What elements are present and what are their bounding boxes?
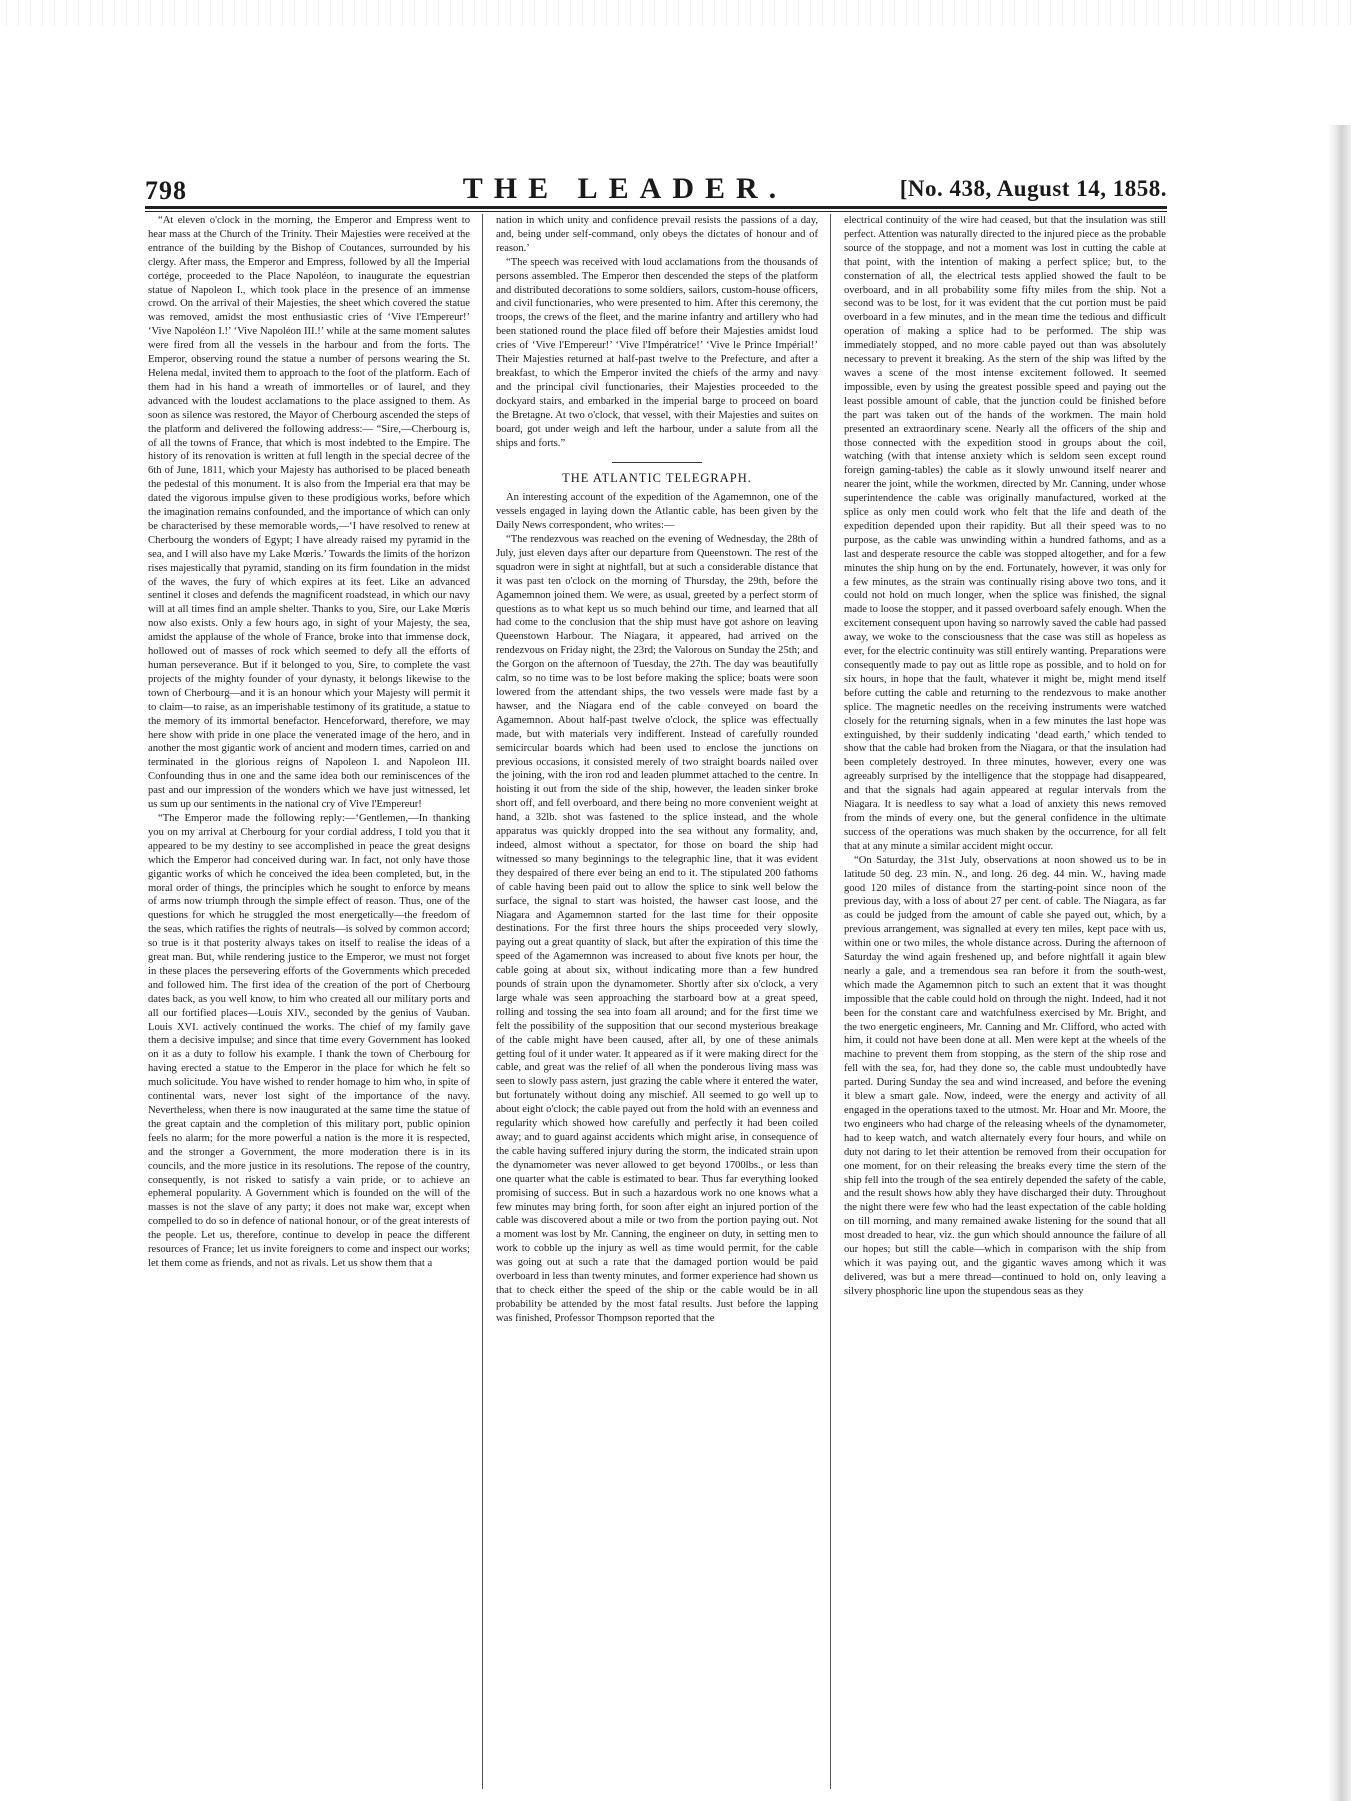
- section-heading: THE ATLANTIC TELEGRAPH.: [562, 471, 752, 486]
- paragraph: “The rendezvous was reached on the evening of Wednesday, the 28th of July, just eleven days after our departure from Queenstown. The rest of the squadron were in sight at nightfall, but at such a considerable distance that it was past ten o'clock on the morning of Thursday, the 29th, before the Agamemnon joined them. We were, as usual, greeted by a perfect storm of questions as to what kept us so much behind our time, and learned that all had come to the conclusion that the ship must have got ashore on leaving Queenstown Harbour. The Niagara, it appeared, had arrived on the rendezvous on Friday night, the 23rd; the Valorous on Sunday the 25th; and the Gorgon on the afternoon of Tuesday, the 27th. The day was beautifully calm, so no time was to be lost before making the splice; boats were soon lowered from the attendant ships, the two vessels were made fast by a hawser, and the Niagara end of the cable conveyed on board the Agamemnon. About half-past twelve o'clock, the splice was effectually made, but with materials very indifferent. Instead of carefully rounded semicircular boards which had been used to enclose the junctions on previous occasions, it consisted merely of two straight boards nailed over the joining, with the iron rod and leaden plummet attached to the centre. In hoisting it out from the side of the ship, however, the leaden sinker broke short off, and fell overboard, and there being no more convenient weight at hand, a 32lb. shot was fastened to the splice instead, and the whole apparatus was quickly dropped into the sea without any formality, and, indeed, almost without a spectator, for those on board the ship had witnessed so many beginnings to the telegraphic line, that it was evident they despaired of there ever being an end to it. The stipulated 200 fathoms of cable having been paid out to allow the splice to sink well below the surface, the signal to start was hoisted, the hawser cast loose, and the Niagara and Agamemnon started for the last time for their opposite destinations. For the first three hours the ships proceeded very slowly, paying out a great quantity of slack, but after the expiration of this time the speed of the Agamemnon was increased to about five knots per hour, the cable going at about six, without indicating more than a few hundred pounds of strain upon the dynamometer. Shortly after six o'clock, a very large whale was seen approaching the starboard bow at a great speed, rolling and tossing the sea into foam all around; and for the first time we felt the possibility of the supposition that our second mysterious breakage of the cable might have been caused, after all, by one of these animals getting foul of it under water. It appeared as if it were making direct for the cable, and great was the relief of all when the ponderous living mass was seen to slowly pass astern, just grazing the cable where it entered the water, but fortunately without doing any mischief. All seemed to go well up to about eight o'clock; the cable payed out from the hold with an evenness and regularity which showed how carefully and perfectly it had been coiled away; and to guard against accidents which might arise, in consequence of the cable having suffered injury during the storm, the indicated strain upon the dynamometer was never allowed to get beyond 1700lbs., or less than one quarter what the cable is estimated to bear. Thus far everything looked promising of success. But in such a hazardous work no one knows what a few minutes may bring forth, for soon after eight an injured portion of the cable was discovered about a mile or two from the portion paying out. Not a moment was lost by Mr. Canning, the engineer on duty, in setting men to work to cobble up the injury as well as time would permit, for the cable was going out at such a rate that the damaged portion would be paid overboard in less than twenty minutes, and former experience had shown us that to check either the speed of the ship or the cable would be in all probability be attended by the most fatal results. Just before the lapping was finished, Professor Thompson reported that the: [496, 534, 818, 1324]
- column-middle: [496, 214, 818, 1789]
- section-divider: [612, 462, 702, 463]
- issue-line: [No. 438, August 14, 1858.: [899, 176, 1167, 201]
- header-rule-thick: [145, 206, 1167, 209]
- column-divider: [830, 214, 831, 1789]
- column-right: [844, 214, 1166, 1789]
- scan-edge-top: [0, 0, 1351, 26]
- header-rule-thin: [145, 211, 1167, 212]
- column-left: [148, 214, 470, 1789]
- paragraph: “On Saturday, the 31st July, observations at noon showed us to be in latitude 50 deg. 23 min. N., and long. 26 deg. 44 min. W., having made good 120 miles of distance from the starting-point since noon of the previous day, with a loss of about 27 per cent. of cable. The Niagara, as far as could be judged from the amount of cable she payed out, which, by a previous arrangement, was signalled at every ten miles, kept pace with us, within one or two miles, the whole distance across. During the afternoon of Saturday the wind again freshened up, and before nightfall it again blew nearly a gale, and a tremendous sea ran before it from the south-west, which made the Agamemnon pitch to such an extent that it was thought impossible that the cable could hold on through the night. Indeed, had it not been for the constant care and watchfulness exercised by Mr. Bright, and the two energetic engineers, Mr. Canning and Mr. Clifford, who acted with him, it could not have been done at all. Men were kept at the wheels of the machine to prevent them from stopping, as the stern of the ship rose and fell with the sea, for, had they done so, the cable must undoubtedly have parted. During Sunday the sea and wind increased, and before the evening it blew a smart gale. Now, indeed, were the energy and activity of all engaged in the operations taxed to the utmost. Mr. Hoar and Mr. Moore, the two engineers who had charge of the releasing wheels of the dynamometer, had to keep watch, and watch alternately every four hours, and while on duty not daring to let their attention be removed from their occupation for one moment, for on their releasing the breaks every time the stern of the ship fell into the trough of the sea entirely depended the safety of the cable, and the result shows how ably they have discharged their duty. Throughout the night there were few who had the least expectation of the cable holding on till morning, and many remained awake listening for the sound that all most dreaded to hear, viz. the gun which should announce the failure of all our hopes; but still the cable—which in comparison with the ship from which it was paying out, and the gigantic waves among which it was delivered, was but a mere thread—continued to hold on, only leaving a silvery phosphoric line upon the stupendous seas as they: [844, 854, 1166, 1297]
- paragraph: nation in which unity and confidence prevail resists the passions of a day, and, being under self-command, only obeys the dictates of honour and of reason.’: [496, 215, 818, 254]
- page-header: [145, 172, 1167, 208]
- paragraph: “The speech was received with loud acclamations from the thousands of persons assembled. The Emperor then descended the steps of the platform and distributed decorations to some soldiers, sailors, custom-house officers, and civil functionaries, who were presented to him. After this ceremony, the troops, the crews of the fleet, and the marine infantry and artillery who had been stationed round the place filed off before their Majesties amidst loud cries of ‘Vive l'Empereur!’ ‘Vive l'Impératrice!’ ‘Vive le Prince Impérial!’ Their Majesties returned at half-past twelve to the Prefecture, and after a breakfast, to which the Emperor invited the chiefs of the army and navy and the principal civil functionaries, their Majesties proceeded to the dockyard stairs, and embarked in the imperial barge to proceed on board the Bretagne. At two o'clock, that vessel, with their Majesties and suites on board, got under weigh and left the harbour, under a salute from all the ships and forts.”: [496, 256, 818, 449]
- column-divider: [482, 214, 483, 1789]
- scan-edge-right: [1328, 125, 1351, 1801]
- paragraph: “The Emperor made the following reply:—‘Gentlemen,—In thanking you on my arrival at Cherbourg for your cordial address, I told you that it appeared to be my destiny to see accomplished in peace the great designs which the Emperor had conceived during war. In fact, not only have those gigantic works of which he conceived the idea been completed, but, in the moral order of things, the principles which he sought to enforce by means of arms now triumph through the simple effect of reason. Thus, one of the questions for which he struggled the most energetically—the freedom of the seas, which ratifies the rights of neutrals—is solved by common accord; so true is it that posterity always takes on itself to realise the ideas of a great man. But, while rendering justice to the Emperor, we must not forget in these places the persevering efforts of the Governments which preceded and followed him. The first idea of the creation of the port of Cherbourg dates back, as you well know, to him who created all our military ports and all our fortified places—Louis XIV., seconded by the genius of Vauban. Louis XVI. actively continued the works. The chief of my family gave them a decisive impulse; and since that time every Government has looked on it as a duty to follow his example. I thank the town of Cherbourg for having erected a statue to the Emperor in the place for which he felt so much solicitude. You have wished to render homage to him who, in spite of continental wars, never lost sight of the importance of the navy. Nevertheless, when there is now inaugurated at the same time the statue of the great captain and the completion of this military port, public opinion feels no alarm; for the more powerful a nation is the more it is respected, and the stronger a Government, the more moderation there is in its councils, and the more justice in its resolutions. The repose of the country, consequently, is not risked to satisfy a vain pride, or to achieve an ephemeral popularity. A Government which is founded on the will of the masses is not the slave of any party; it does not make war, except when compelled to do so in defence of national honour, or of the great interests of the people. Let us, therefore, continue to develop in peace the different resources of France; let us invite foreigners to come and inspect our works; let them come as friends, and not as rivals. Let us show them that a: [148, 812, 470, 1269]
- paragraph: “At eleven o'clock in the morning, the Emperor and Empress went to hear mass at the Church of the Trinity. Their Majesties were received at the entrance of the building by the Bishop of Coutances, surrounded by his clergy. After mass, the Emperor and Empress, followed by all the Imperial cortége, proceeded to the Place Napoléon, to inaugurate the equestrian statue of Napoleon I., which took place in the presence of an immense crowd. On the arrival of their Majesties, the sheet which covered the statue was removed, amidst the most enthusiastic cries of ‘Vive l'Empereur!’ ‘Vive Napoléon I.!’ ‘Vive Napoléon III.!’ while at the same moment salutes were fired from all the vessels in the harbour and from the forts. The Emperor, observing round the statue a number of persons wearing the St. Helena medal, invited them to approach to the foot of the platform. Each of them had in his hand a wreath of immortelles or of laurel, and they advanced with the loudest acclamations to the place assigned to them. As soon as silence was restored, the Mayor of Cherbourg ascended the steps of the platform and delivered the following address:— “Sire,—Cherbourg is, of all the towns of France, that which is most indebted to the Empire. The history of its renovation is written at full length in the special decree of the 6th of June, 1811, which your Majesty has authorised to be placed beneath the pedestal of this monument. It is also from the Imperial era that may be dated the vigorous impulse given to these prodigious works, before which the imagination remains confounded, and the importance of which can only be characterised by these memorable words,—‘I have resolved to renew at Cherbourg the wonders of Egypt; I have already raised my pyramid in the sea, and I will also have my Lake Mœris.’ Towards the limits of the horizon rises majestically that pyramid, standing on its firm foundation in the midst of the waves, the fury of which expires at its feet. Like an advanced sentinel it closes and defends the magnificent roadstead, in which our navy will at all times find an ample shelter. Thanks to you, Sire, our Lake Mœris now also exists. Only a few hours ago, in sight of your Majesty, the sea, amidst the applause of the whole of France, broke into that immense dock, hollowed out of masses of rock which seemed to defy all the efforts of human perseverance. But if it belonged to you, Sire, to complete the vast projects of the mighty founder of your dynasty, it belongs likewise to the town of Cherbourg—and it is an honour which your Majesty will permit it to claim—to raise, as an imperishable testimony of its gratitude, a statue to the memory of its immortal benefactor. Henceforward, therefore, we may here show with pride in one place the venerated image of the hero, and in another the most gigantic work of ancient and modern times, carried on and terminated in the glorious reigns of Napoleon I. and Napoleon III. Confounding thus in one and the same idea both our reminiscences of the past and our impression of the wonders which we have just witnessed, let us sum up our sentiments in the national cry of Vive l'Empereur!: [148, 215, 470, 811]
- paragraph: An interesting account of the expedition of the Agamemnon, one of the vessels engaged in laying down the Atlantic cable, has been given by the Daily News correspondent, who writes:—: [496, 492, 818, 532]
- paragraph: electrical continuity of the wire had ceased, but that the insulation was still perfect. Attention was naturally directed to the injured piece as the probable source of the stoppage, and not a moment was lost in cutting the cable at that point, with the intention of making a perfect splice; but, to the consternation of all, the electrical tests applied showed the fault to be overboard, and in all probability some fifty miles from the ship. Not a second was to be lost, for it was evident that the cut portion must be paid overboard in a few minutes, and in the mean time the tedious and difficult operation of making a splice had to be performed. The ship was immediately stopped, and no more cable payed out than was absolutely necessary to prevent it breaking. As the stern of the ship was lifted by the waves a scene of the most intense excitement followed. It seemed impossible, even by using the greatest possible speed and paying out the least possible amount of cable, that the junction could be finished before the part was taken out of the hands of the workmen. The main hold presented an extraordinary scene. Nearly all the officers of the ship and those connected with the expedition stood in groups about the coil, watching (with that intense anxiety which is seldom seen except round foreign gaming-tables) the cable as it slowly unwound itself nearer and nearer the joint, while the workmen, directed by Mr. Canning, under whose superintendence the cable was originally manufactured, worked at the splice as only men could work who felt that the life and death of the expedition depended upon their rapidity. But all their speed was to no purpose, as the cable was unwinding within a hundred fathoms, and as a last and desperate resource the cable was stopped altogether, and for a few minutes the ship hung on by the end. Fortunately, however, it was only for a few minutes, as the strain was continually rising above two tons, and it could not hold on much longer, when the splice was finished, the signal made to loose the stopper, and it passed overboard safely enough. When the excitement consequent upon having so narrowly saved the cable had passed away, we woke to the consciousness that the case was still as hopeless as ever, for the electric continuity was still entirely wanting. Preparations were consequently made to pay out as little rope as possible, and to hold on for six hours, in hope that the fault, whatever it might be, might mend itself before cutting the cable and returning to the rendezvous to make another splice. The magnetic needles on the receiving instruments were watched closely for the returning signals, when in a few minutes the last hope was extinguished, by their suddenly indicating ‘dead earth,’ which tended to show that the cable had broken from the Niagara, or that the insulation had been completely destroyed. In three minutes, however, every one was agreeably surprised by the intelligence that the stoppage had disappeared, and that the signals had again appeared at regular intervals from the Niagara. It is needless to say what a load of anxiety this news removed from the minds of every one, but the general confidence in the ultimate success of the operations was much shaken by the occurrence, for all felt that at any minute a similar accident might occur.: [844, 215, 1166, 852]
- masthead-title: THE LEADER.: [462, 172, 788, 205]
- page-number: 798: [145, 176, 187, 205]
